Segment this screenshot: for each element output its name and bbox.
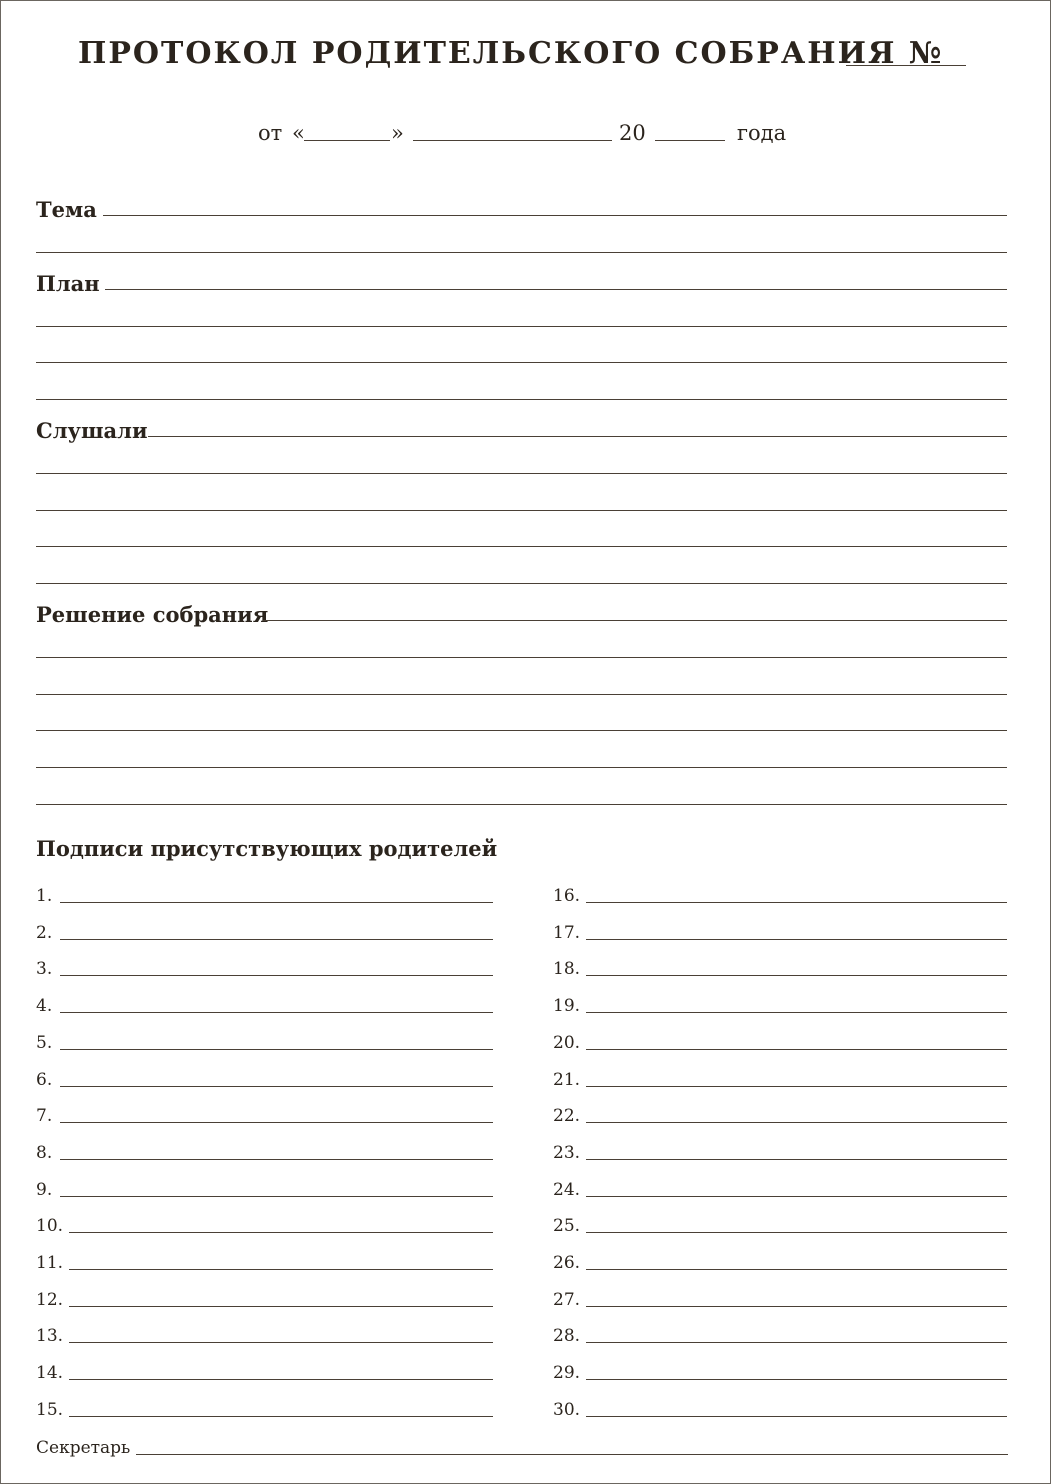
signature-line[interactable] bbox=[69, 1342, 493, 1343]
signature-line[interactable] bbox=[586, 1086, 1007, 1087]
decision-line[interactable] bbox=[36, 657, 1007, 658]
signature-line[interactable] bbox=[60, 1159, 493, 1160]
secretary-label: Секретарь bbox=[36, 1438, 131, 1458]
page-title: ПРОТОКОЛ РОДИТЕЛЬСКОГО СОБРАНИЯ № bbox=[78, 36, 944, 71]
signature-line[interactable] bbox=[69, 1306, 493, 1307]
signature-number: 28. bbox=[553, 1326, 581, 1346]
signature-line[interactable] bbox=[69, 1379, 493, 1380]
month-field[interactable] bbox=[413, 140, 612, 141]
heard-label: Слушали bbox=[36, 418, 148, 443]
heard-line[interactable] bbox=[36, 546, 1007, 547]
signature-line[interactable] bbox=[586, 1049, 1007, 1050]
signature-number: 12. bbox=[36, 1290, 64, 1310]
heard-line[interactable] bbox=[36, 473, 1007, 474]
signature-line[interactable] bbox=[586, 1012, 1007, 1013]
signature-line[interactable] bbox=[60, 1122, 493, 1123]
signature-number: 27. bbox=[553, 1290, 581, 1310]
signature-line[interactable] bbox=[60, 1049, 493, 1050]
topic-line[interactable] bbox=[36, 252, 1007, 253]
date-prefix: от bbox=[258, 121, 283, 145]
signatures-heading: Подписи присутствующих родителей bbox=[36, 836, 498, 861]
date-suffix: года bbox=[737, 121, 787, 145]
plan-line[interactable] bbox=[36, 326, 1007, 327]
signature-line[interactable] bbox=[586, 939, 1007, 940]
decision-line[interactable] bbox=[36, 694, 1007, 695]
signature-line[interactable] bbox=[586, 1269, 1007, 1270]
heard-line[interactable] bbox=[36, 583, 1007, 584]
signature-line[interactable] bbox=[60, 1086, 493, 1087]
protocol-number-field[interactable] bbox=[846, 65, 966, 66]
signature-number: 9. bbox=[36, 1180, 53, 1200]
signature-number: 7. bbox=[36, 1106, 53, 1126]
signature-number: 17. bbox=[553, 923, 581, 943]
signature-number: 26. bbox=[553, 1253, 581, 1273]
signature-line[interactable] bbox=[586, 902, 1007, 903]
signature-number: 6. bbox=[36, 1070, 53, 1090]
signature-line[interactable] bbox=[586, 1196, 1007, 1197]
signature-number: 4. bbox=[36, 996, 53, 1016]
signature-line[interactable] bbox=[60, 939, 493, 940]
signature-number: 8. bbox=[36, 1143, 53, 1163]
signature-number: 10. bbox=[36, 1216, 64, 1236]
day-field[interactable] bbox=[304, 140, 390, 141]
signature-number: 14. bbox=[36, 1363, 64, 1383]
signature-number: 22. bbox=[553, 1106, 581, 1126]
signature-number: 24. bbox=[553, 1180, 581, 1200]
heard-line[interactable] bbox=[36, 510, 1007, 511]
signature-number: 16. bbox=[553, 886, 581, 906]
signature-line[interactable] bbox=[586, 1306, 1007, 1307]
decision-label: Решение собрания bbox=[36, 602, 269, 627]
signature-line[interactable] bbox=[586, 975, 1007, 976]
signature-line[interactable] bbox=[60, 902, 493, 903]
signature-number: 15. bbox=[36, 1400, 64, 1420]
heard-line[interactable] bbox=[148, 436, 1007, 437]
signature-line[interactable] bbox=[60, 975, 493, 976]
decision-line[interactable] bbox=[36, 730, 1007, 731]
plan-label: План bbox=[36, 271, 100, 296]
signature-number: 25. bbox=[553, 1216, 581, 1236]
signature-number: 5. bbox=[36, 1033, 53, 1053]
signature-number: 3. bbox=[36, 959, 53, 979]
year-field[interactable] bbox=[655, 140, 725, 141]
signature-number: 11. bbox=[36, 1253, 64, 1273]
signature-line[interactable] bbox=[69, 1269, 493, 1270]
signature-line[interactable] bbox=[60, 1012, 493, 1013]
topic-line[interactable] bbox=[103, 215, 1007, 216]
decision-line[interactable] bbox=[36, 804, 1007, 805]
signature-line[interactable] bbox=[586, 1122, 1007, 1123]
signature-number: 13. bbox=[36, 1326, 64, 1346]
decision-line[interactable] bbox=[36, 767, 1007, 768]
date-open-quote: « bbox=[292, 121, 305, 145]
year-century: 20 bbox=[619, 121, 646, 145]
decision-line[interactable] bbox=[263, 620, 1007, 621]
signature-number: 29. bbox=[553, 1363, 581, 1383]
signature-number: 30. bbox=[553, 1400, 581, 1420]
signature-line[interactable] bbox=[69, 1232, 493, 1233]
signature-line[interactable] bbox=[60, 1196, 493, 1197]
signature-line[interactable] bbox=[586, 1379, 1007, 1380]
signature-number: 20. bbox=[553, 1033, 581, 1053]
signature-line[interactable] bbox=[586, 1159, 1007, 1160]
signature-line[interactable] bbox=[586, 1342, 1007, 1343]
signature-line[interactable] bbox=[586, 1416, 1007, 1417]
topic-label: Тема bbox=[36, 197, 97, 222]
plan-line[interactable] bbox=[36, 399, 1007, 400]
date-close-quote: » bbox=[391, 121, 404, 145]
signature-number: 21. bbox=[553, 1070, 581, 1090]
signature-number: 19. bbox=[553, 996, 581, 1016]
signature-line[interactable] bbox=[69, 1416, 493, 1417]
signature-number: 18. bbox=[553, 959, 581, 979]
signature-number: 2. bbox=[36, 923, 53, 943]
signature-line[interactable] bbox=[586, 1232, 1007, 1233]
plan-line[interactable] bbox=[105, 289, 1007, 290]
signature-number: 1. bbox=[36, 886, 53, 906]
signature-number: 23. bbox=[553, 1143, 581, 1163]
secretary-line[interactable] bbox=[136, 1454, 1008, 1455]
plan-line[interactable] bbox=[36, 362, 1007, 363]
